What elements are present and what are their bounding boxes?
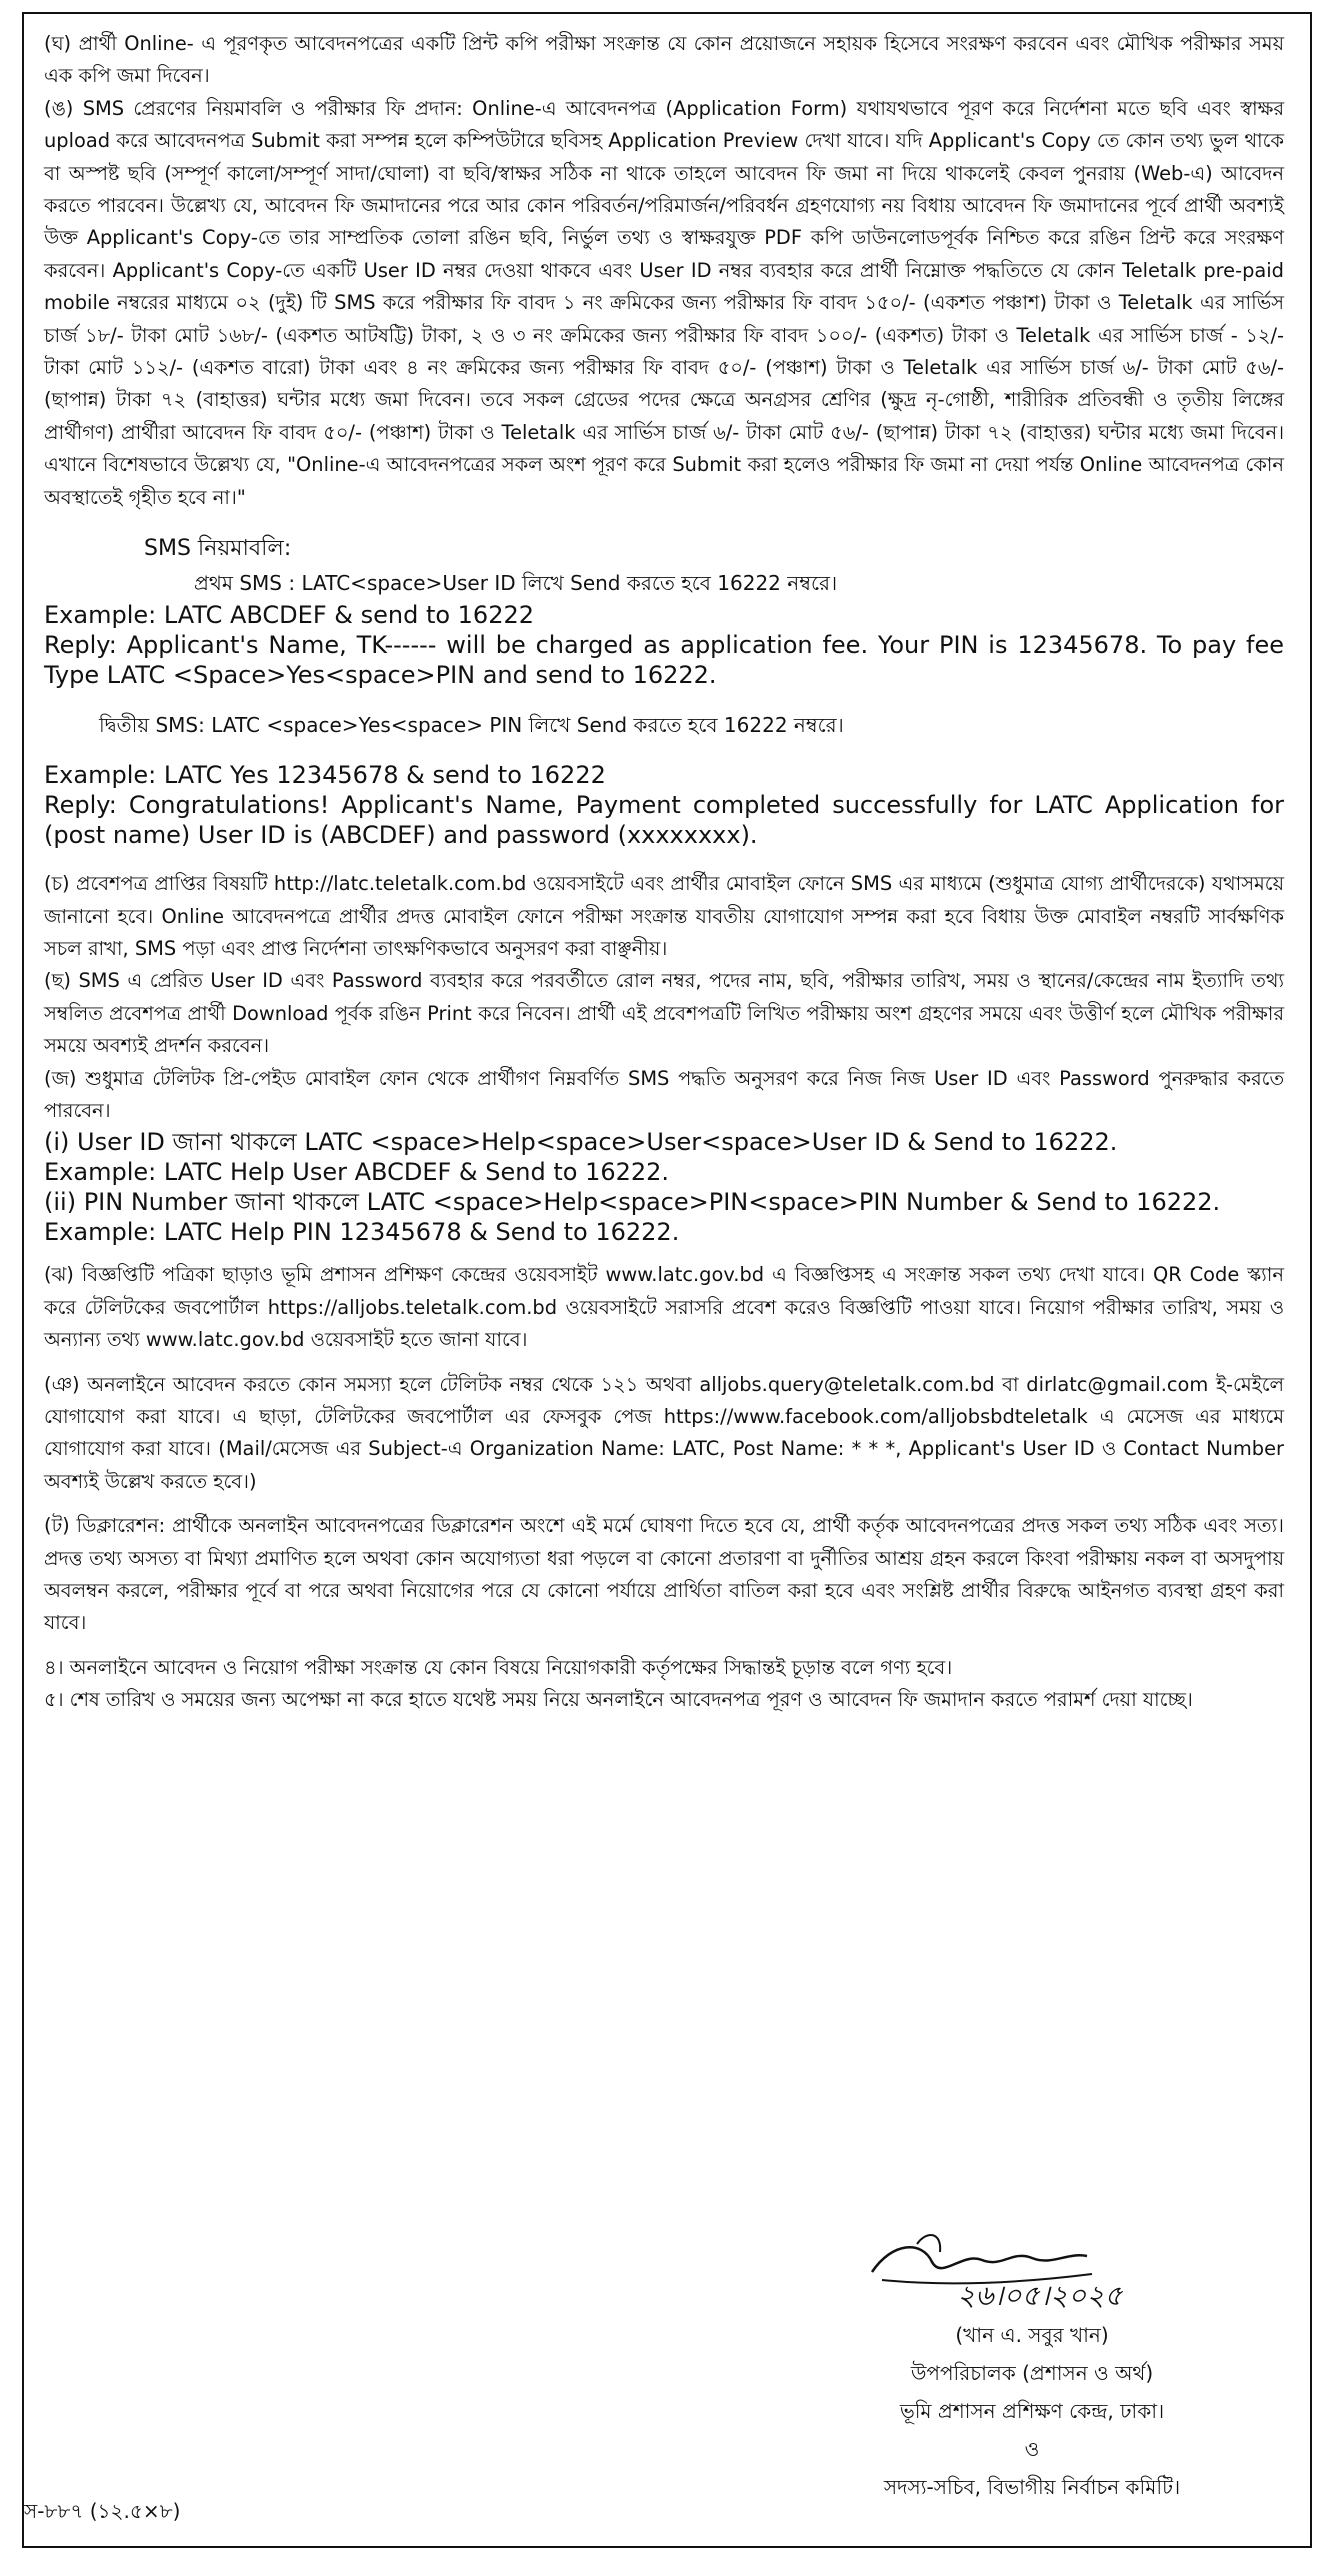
paragraph-ja: (জ) শুধুমাত্র টেলিটক প্রি-পেইড মোবাইল ফোন থেকে প্রার্থীগণ নিম্নবর্ণিত SMS পদ্ধতি অনুসরণ করে নিজ নিজ User ID এবং Password পুনরুদ্ধার করতে পারবেন। bbox=[44, 1066, 1284, 1122]
paragraph-jha: (ঝ) বিজ্ঞপ্তিটি পত্রিকা ছাড়াও ভূমি প্রশাসন প্রশিক্ষণ কেন্দ্রের ওয়েবসাইট www.latc.gov.bd এ বিজ্ঞপ্তিসহ এ সংক্রান্ত সকল তথ্য দেখা যাবে। QR Code স্ক্যান করে টেলিটকের জবপোর্টাল https://alljobs.teletalk.com.bd ওয়েবসাইটে সরাসরি প্রবেশ করেও বিজ্ঞপ্তিটি পাওয়া যাবে। নিয়োগ পরীক্ষার তারিখ, সময় ও অন্যান্য তথ্য www.latc.gov.bd ওয়েবসাইট হতে জানা যাবে। bbox=[44, 1263, 1284, 1352]
print-code: স-৮৮৭ (১২.৫×৮) bbox=[24, 2499, 181, 2523]
paragraph-5: ৫। শেষ তারিখ ও সময়ের জন্য অপেক্ষা না করে হাতে যথেষ্ট সময় নিয়ে অনলাইনে আবেদনপত্র পূরণ ও আবেদন ফি জমাদান করতে পরামর্শ দেয়া যাচ্ছে। bbox=[44, 1688, 1193, 1712]
userid-recovery-example: Example: LATC Help User ABCDEF & Send to 16222. bbox=[44, 1158, 670, 1187]
notice-page bbox=[22, 12, 1312, 2548]
signatory-designation: উপপরিচালক (প্রশাসন ও অর্থ) bbox=[910, 2361, 1154, 2385]
paragraph-gha: (ঘ) প্রার্থী Online- এ পূরণকৃত আবেদনপত্রের একটি প্রিন্ট কপি পরীক্ষা সংক্রান্ত যে কোন প্রয়োজনে সহায়ক হিসেবে সংরক্ষণ করবেন এবং মৌখিক পরীক্ষার সময় এক কপি জমা দিবেন। bbox=[44, 32, 1284, 88]
paragraph-ta: (ট) ডিক্লারেশন: প্রার্থীকে অনলাইন আবেদনপত্রের ডিক্লারেশন অংশে এই মর্মে ঘোষণা দিতে হবে যে, প্রার্থী কর্তৃক আবেদনপত্রের প্রদত্ত সকল তথ্য সঠিক এবং সত্য। প্রদত্ত তথ্য অসত্য বা মিথ্যা প্রমাণিত হলে অথবা কোন অযোগ্যতা ধরা পড়লে বা কোনো প্রতারণা বা দুর্নীতির আশ্রয় গ্রহন করলে কিংবা পরীক্ষায় নকল বা অসদুপায় অবলম্বন করলে, পরীক্ষার পূর্বে বা পরে অথবা নিয়োগের পরে যে কোনো পর্যায়ে প্রার্থিতা বাতিল করা হবে এবং সংশ্লিষ্ট প্রার্থীর বিরুদ্ধে আইনগত ব্যবস্থা গ্রহণ করা যাবে। bbox=[44, 1514, 1284, 1635]
paragraph-chha: (ছ) SMS এ প্রেরিত User ID এবং Password ব্যবহার করে পরবর্তীতে রোল নম্বর, পদের নাম, ছবি, পরীক্ষার তারিখ, সময় ও স্থানের/কেন্দ্রের নাম ইত্যাদি তথ্য সম্বলিত প্রবেশপত্র প্রার্থী Download পূর্বক রঙিন Print করে নিবেন। প্রার্থী এই প্রবেশপত্রটি লিখিত পরীক্ষায় অংশ গ্রহণের সময়ে এবং উত্তীর্ণ হলে মৌখিক পরীক্ষার সময়ে অবশ্যই প্রদর্শন করবেন। bbox=[44, 969, 1284, 1058]
sms-rules-heading: SMS নিয়মাবলি: bbox=[144, 536, 292, 562]
sms-first-example: Example: LATC ABCDEF & send to 16222 bbox=[44, 601, 535, 630]
sms-second-instruction: দ্বিতীয় SMS: LATC <space>Yes<space> PIN লিখে Send করতে হবে 16222 নম্বরে। bbox=[99, 713, 844, 738]
paragraph-4: ৪। অনলাইনে আবেদন ও নিয়োগ পরীক্ষা সংক্রান্ত যে কোন বিষয়ে নিয়োগকারী কর্তৃপক্ষের সিদ্ধান্তই চূড়ান্ত বলে গণ্য হবে। bbox=[44, 1655, 953, 1679]
signatory-office: ভূমি প্রশাসন প্রশিক্ষণ কেন্দ্র, ঢাকা। bbox=[899, 2399, 1165, 2423]
signature-date: ২৬।০৫।২০২৫ bbox=[957, 2279, 1123, 2312]
sms-first-reply: Reply: Applicant's Name, TK------ will be charged as application fee. Your PIN is 12345678. To pay fee Type LATC <Space>Yes<space>PIN and send to 16222. bbox=[44, 631, 1284, 690]
signatory-name: (খান এ. সবুর খান) bbox=[955, 2323, 1109, 2347]
sms-second-example: Example: LATC Yes 12345678 & send to 16222 bbox=[44, 761, 606, 790]
sms-second-reply: Reply: Congratulations! Applicant's Name, Payment completed successfully for LATC Application for (post name) User ID is (ABCDEF) and password (xxxxxxxx). bbox=[44, 791, 1284, 850]
signatory-and: ও bbox=[1024, 2437, 1040, 2461]
signatory-committee-role: সদস্য-সচিব, বিভাগীয় নির্বাচন কমিটি। bbox=[883, 2475, 1181, 2499]
paragraph-nya: (ঞ) অনলাইনে আবেদন করতে কোন সমস্যা হলে টেলিটক নম্বর থেকে ১২১ অথবা alljobs.query@teletalk.com.bd বা dirlatc@gmail.com ই-মেইলে যোগাযোগ করা যাবে। এ ছাড়া, টেলিটকের জবপোর্টাল এর ফেসবুক পেজ https://www.facebook.com/alljobsbdteletalk এ মেসেজ এর মাধ্যমে যোগাযোগ করা যাবে। (Mail/মেসেজ এর Subject-এ Organization Name: LATC, Post Name: * * *, Applicant's User ID ও Contact Number অবশ্যই উল্লেখ করতে হবে।) bbox=[44, 1372, 1284, 1493]
paragraph-umo: (ঙ) SMS প্রেরণের নিয়মাবলি ও পরীক্ষার ফি প্রদান: Online-এ আবেদনপত্র (Application Form) যথাযথভাবে পূরণ করে নির্দেশনা মতে ছবি এবং স্বাক্ষর upload করে আবেদনপত্র Submit করা সম্পন্ন হলে কম্পিউটারে ছবিসহ Application Preview দেখা যাবে। যদি Applicant's Copy তে কোন তথ্য ভুল থাকে বা অস্পষ্ট ছবি (সম্পূর্ণ কালো/সম্পূর্ণ সাদা/ঘোলা) বা ছবি/স্বাক্ষর সঠিক না থাকে তাহলে আবেদন ফি জমা না দিয়ে থাকলেই কেবল পুনরায় (Web-এ) আবেদন করতে পারবেন। উল্লেখ্য যে, আবেদন ফি জমাদানের পরে আর কোন পরিবর্তন/পরিমার্জন/পরিবর্ধন গ্রহণযোগ্য নয় বিধায় আবেদন ফি জমাদানের পূর্বে প্রার্থী অবশ্যই উক্ত Applicant's Copy-তে তার সাম্প্রতিক তোলা রঙিন ছবি, নির্ভুল তথ্য ও স্বাক্ষরযুক্ত PDF কপি ডাউনলোডপূর্বক নিশ্চিত করে রঙিন প্রিন্ট করে সংরক্ষণ করবেন। Applicant's Copy-তে একটি User ID নম্বর দেওয়া থাকবে এবং User ID নম্বর ব্যবহার করে প্রার্থী নিম্নোক্ত পদ্ধতিতে যে কোন Teletalk pre-paid mobile নম্বরের মাধ্যমে ০২ (দুই) টি SMS করে পরীক্ষার ফি বাবদ ১ নং ক্রমিকের জন্য পরীক্ষার ফি বাবদ ১৫০/- (একশত পঞ্চাশ) টাকা ও Teletalk এর সার্ভিস চার্জ ১৮/- টাকা মোট ১৬৮/- (একশত আটষট্টি) টাকা, ২ ও ৩ নং ক্রমিকের জন্য পরীক্ষার ফি বাবদ ১০০/- (একশত) টাকা ও Teletalk এর সার্ভিস চার্জ - ১২/- টাকা মোট ১১২/- (একশত বারো) টাকা এবং ৪ নং ক্রমিকের জন্য পরীক্ষার ফি বাবদ ৫০/- (পঞ্চাশ) টাকা ও Teletalk এর সার্ভিস চার্জ ৬/- টাকা মোট ৫৬/- (ছাপান্ন) টাকা ৭২ (বাহাত্তর) ঘন্টার মধ্যে জমা দিবেন। তবে সকল গ্রেডের পদের ক্ষেত্রে অনগ্রসর শ্রেণির (ক্ষুদ্র নৃ-গোষ্ঠী, শারীরিক প্রতিবন্ধী ও তৃতীয় লিঙ্গের প্রার্থীগণ) প্রার্থীরা আবেদন ফি বাবদ ৫০/- (পঞ্চাশ) টাকা ও Teletalk এর সার্ভিস চার্জ ৬/- টাকা মোট ৫৬/- (ছাপান্ন) টাকা ৭২ (বাহাত্তর) ঘন্টার মধ্যে জমা দিবেন। এখানে বিশেষভাবে উল্লেখ্য যে, "Online-এ আবেদনপত্রের সকল অংশ পূরণ করে Submit করা হলেও পরীক্ষার ফি জমা না দেয়া পর্যন্ত Online আবেদনপত্র কোন অবস্থাতেই গৃহীত হবে না।" bbox=[44, 96, 1284, 509]
pin-recovery-example: Example: LATC Help PIN 12345678 & Send to 16222. bbox=[44, 1218, 680, 1247]
sms-first-instruction: প্রথম SMS : LATC<space>User ID লিখে Send করতে হবে 16222 নম্বরে। bbox=[194, 571, 838, 596]
userid-recovery-instruction: (i) User ID জানা থাকলে LATC <space>Help<space>User<space>User ID & Send to 16222. bbox=[44, 1128, 1118, 1157]
pin-recovery-instruction: (ii) PIN Number জানা থাকলে LATC <space>Help<space>PIN<space>PIN Number & Send to 16222. bbox=[44, 1188, 1221, 1217]
paragraph-cha: (চ) প্রবেশপত্র প্রাপ্তির বিষয়টি http://latc.teletalk.com.bd ওয়েবসাইটে এবং প্রার্থীর মোবাইল ফোনে SMS এর মাধ্যমে (শুধুমাত্র যোগ্য প্রার্থীদেরকে) যথাসময়ে জানানো হবে। Online আবেদনপত্রে প্রার্থীর প্রদত্ত মোবাইল ফোনে পরীক্ষা সংক্রান্ত যাবতীয় যোগাযোগ সম্পন্ন করা হবে বিধায় উক্ত মোবাইল নম্বরটি সার্বক্ষণিক সচল রাখা, SMS পড়া এবং প্রাপ্ত নির্দেশনা তাৎক্ষণিকভাবে অনুসরণ করা বাঞ্ছনীয়। bbox=[44, 872, 1284, 960]
